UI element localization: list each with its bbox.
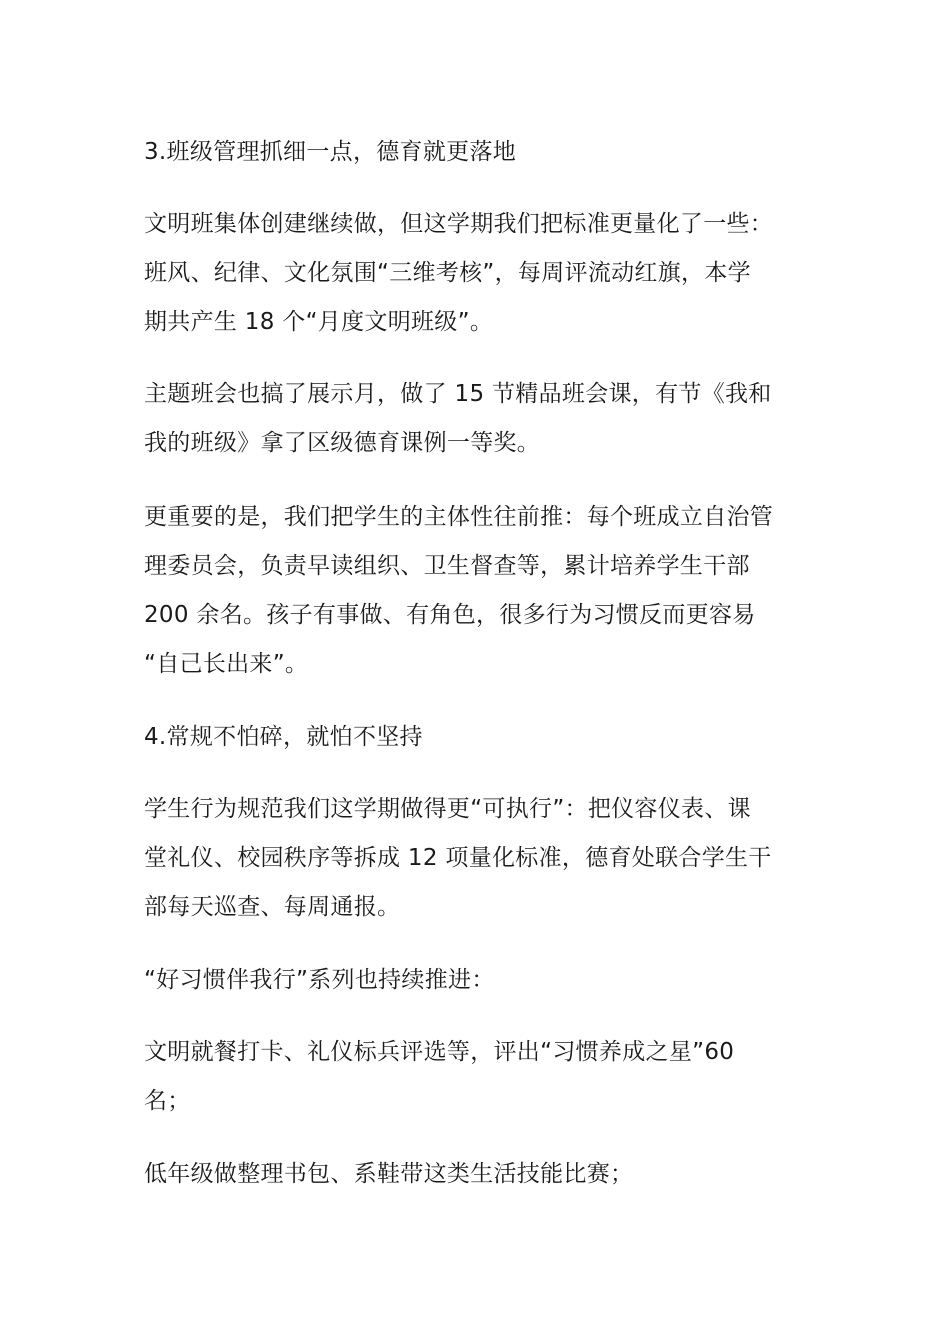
paragraph-line: 期共产生 18 个“月度文明班级”。 — [144, 309, 494, 335]
paragraph-line: 文明班集体创建继续做，但这学期我们把标准更量化了一些： — [144, 211, 774, 237]
paragraph-line: 文明就餐打卡、礼仪标兵评选等，评出“习惯养成之星”60 — [144, 1039, 735, 1065]
paragraph-line: 更重要的是，我们把学生的主体性往前推：每个班成立自治管 — [144, 504, 774, 530]
paragraph-line: 部每天巡查、每周通报。 — [144, 894, 401, 920]
paragraph-line: “好习惯伴我行”系列也持续推进： — [144, 967, 495, 993]
paragraph-line: 班风、纪律、文化氛围“三维考核”，每周评流动红旗，本学 — [144, 260, 751, 286]
paragraph-line: 主题班会也搞了展示月，做了 15 节精品班会课，有节《我和 — [144, 381, 772, 407]
section-heading-4: 4.常规不怕碎，就怕不坚持 — [144, 724, 423, 750]
paragraph-line: 学生行为规范我们这学期做得更“可执行”：把仪容仪表、课 — [144, 796, 751, 822]
section-heading-3: 3.班级管理抓细一点，德育就更落地 — [144, 139, 517, 165]
paragraph-line: 200 余名。孩子有事做、有角色，很多行为习惯反而更容易 — [144, 602, 756, 628]
paragraph-line: 堂礼仪、校园秩序等拆成 12 项量化标准，德育处联合学生干 — [144, 845, 772, 871]
paragraph-line: 低年级做整理书包、系鞋带这类生活技能比赛； — [144, 1161, 634, 1187]
paragraph-line: 理委员会，负责早读组织、卫生督查等，累计培养学生干部 — [144, 553, 750, 579]
paragraph-line: 我的班级》拿了区级德育课例一等奖。 — [144, 430, 541, 456]
paragraph-line: “自己长出来”。 — [144, 651, 309, 677]
paragraph-line: 名； — [144, 1088, 191, 1114]
